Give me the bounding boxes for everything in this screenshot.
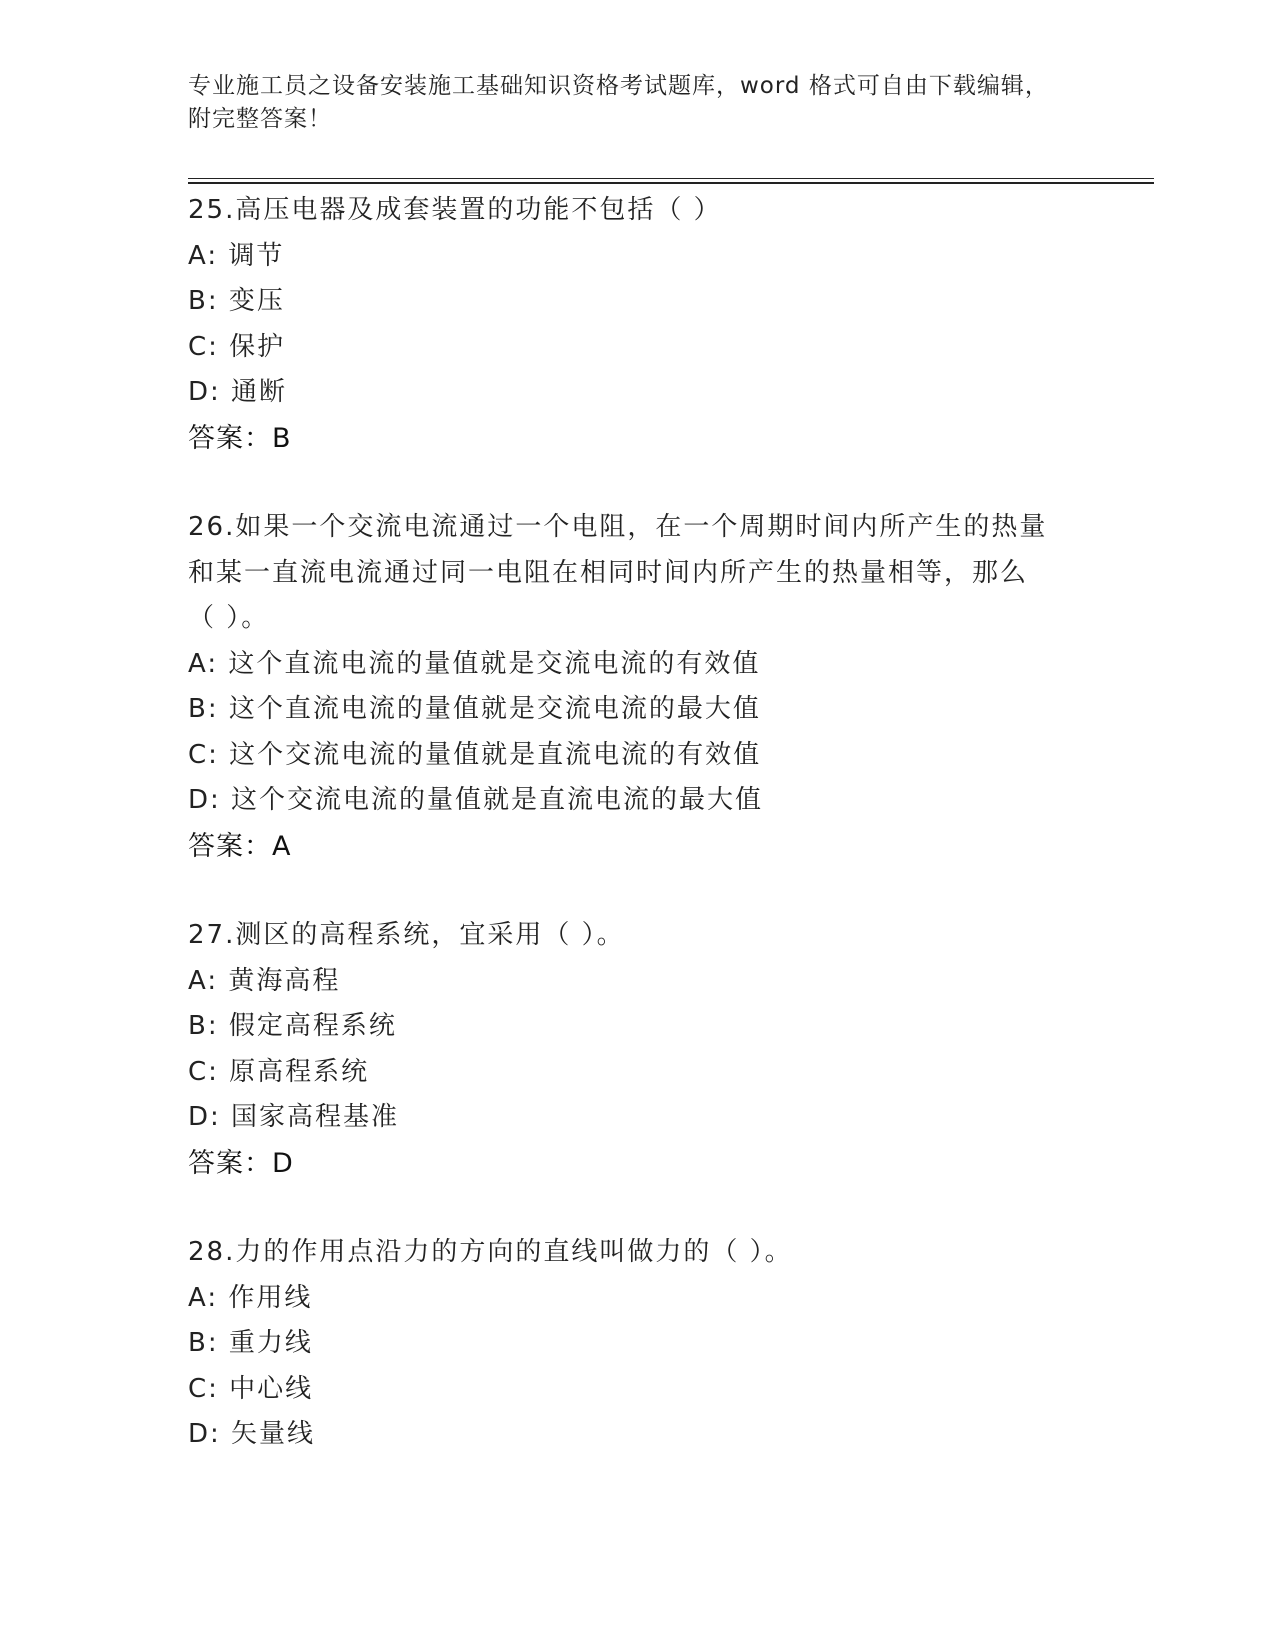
question-stem: 25.高压电器及成套装置的功能不包括（ ） [188,195,722,225]
question-stem: 28.力的作用点沿力的方向的直线叫做力的（ ）。 [188,1237,793,1267]
question-26 [188,505,1088,869]
answer-line: 答案：A [188,830,292,862]
answer-line: 答案：D [188,1147,294,1179]
header-line-1: 专业施工员之设备安装施工基础知识资格考试题库，word 格式可自由下载编辑， [188,73,1049,99]
option-a: A: 作用线 [188,1282,313,1313]
question-25 [188,188,1088,461]
option-c: C: 保护 [188,331,286,362]
header-divider-thin [188,178,1154,179]
header-divider-thick [188,182,1154,184]
question-list [188,188,1088,1502]
option-a: A: 黄海高程 [188,965,341,996]
option-a: A: 这个直流电流的量值就是交流电流的有效值 [188,648,761,679]
option-a: A: 调节 [188,240,285,271]
answer-line: 答案：B [188,422,292,454]
option-b: B: 假定高程系统 [188,1011,397,1041]
question-27 [188,913,1088,1186]
option-d: D: 国家高程基准 [188,1102,400,1132]
option-c: C: 这个交流电流的量值就是直流电流的有效值 [188,739,762,770]
option-c: C: 原高程系统 [188,1056,370,1087]
option-d: D: 这个交流电流的量值就是直流电流的最大值 [188,785,764,815]
option-b: B: 这个直流电流的量值就是交流电流的最大值 [188,694,761,724]
page-header [188,70,1088,136]
header-line-2: 附完整答案！ [188,106,332,132]
question-stem: 27.测区的高程系统，宜采用（ ）。 [188,920,625,950]
question-stem-line-2: 和某一直流电流通过同一电阻在相同时间内所产生的热量相等，那么 [188,557,1029,588]
option-c: C: 中心线 [188,1373,314,1404]
option-b: B: 变压 [188,286,285,316]
question-stem-line-1: 26.如果一个交流电流通过一个电阻，在一个周期时间内所产生的热量 [188,512,1048,542]
question-stem-line-3: （ ）。 [188,603,270,633]
question-28 [188,1230,1088,1458]
option-d: D: 通断 [188,377,288,407]
option-b: B: 重力线 [188,1328,313,1358]
option-d: D: 矢量线 [188,1419,316,1449]
